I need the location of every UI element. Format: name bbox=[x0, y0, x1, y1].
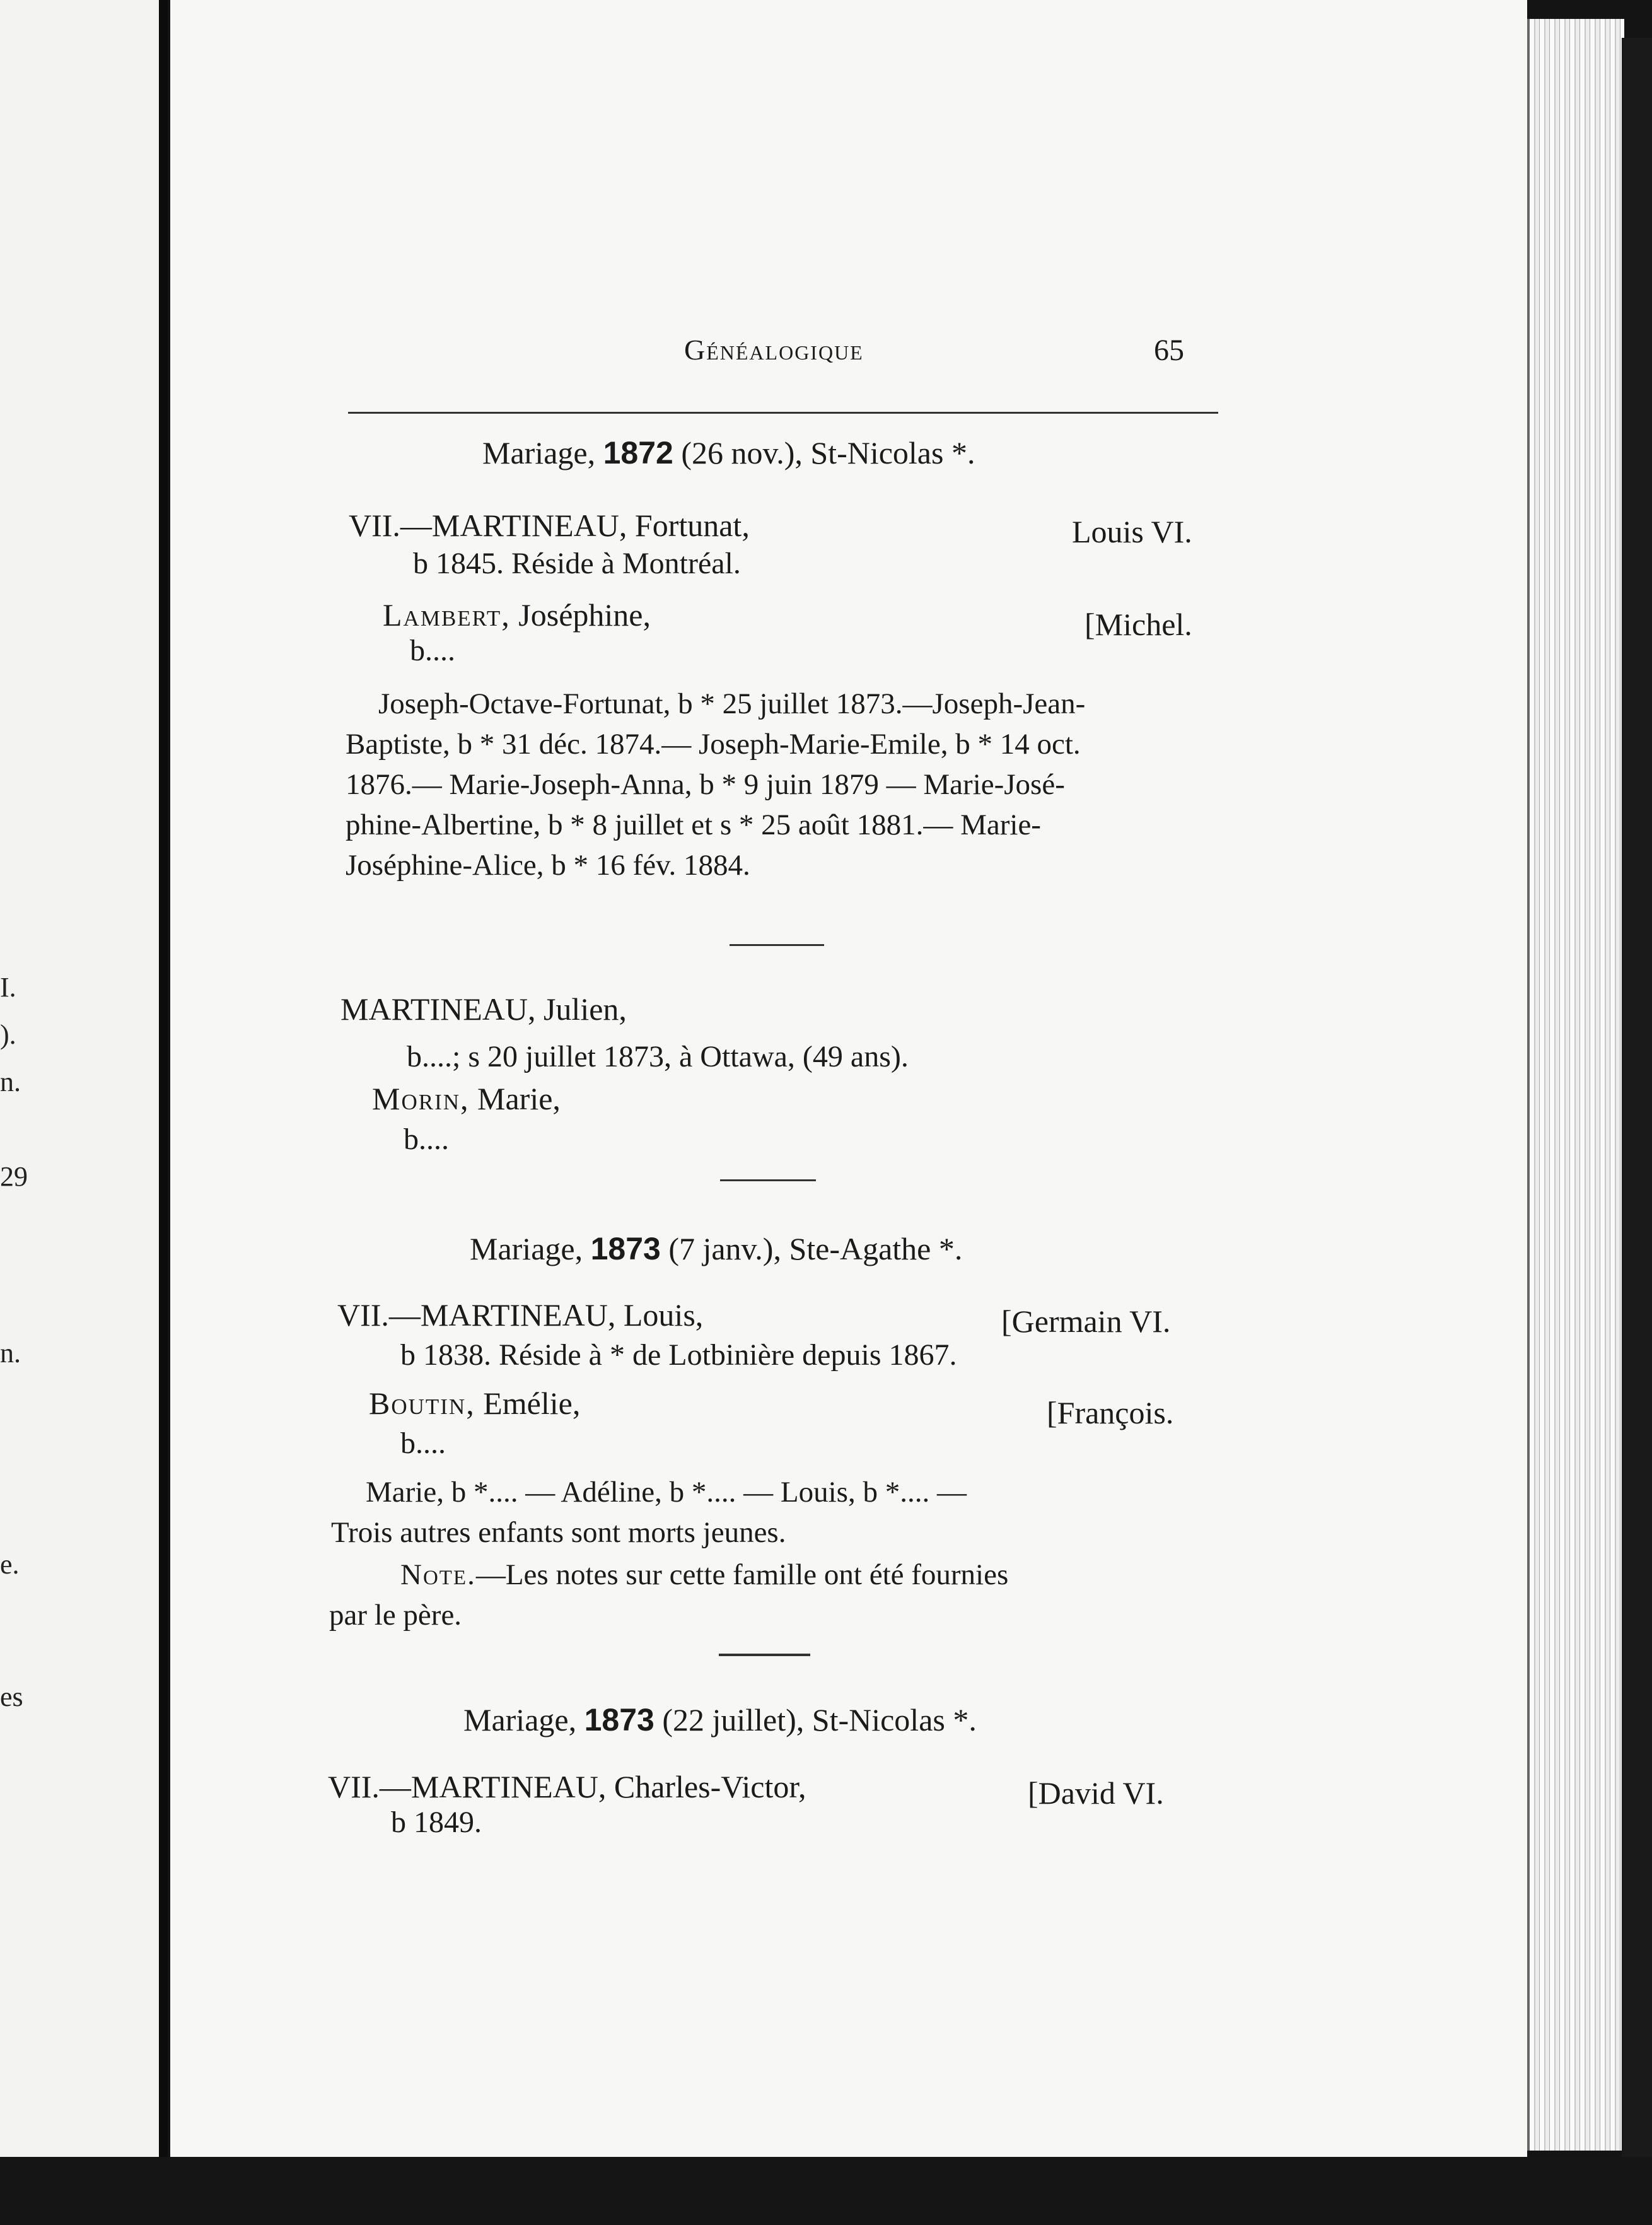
children-line: Baptiste, b * 31 déc. 1874.— Joseph-Marie-Emile, b * 14 oct. bbox=[346, 728, 1081, 761]
marriage-place: (7 janv.), Ste-Agathe *. bbox=[668, 1231, 963, 1266]
husband-name: VII.—MARTINEAU, Louis, bbox=[337, 1297, 704, 1333]
wife-name bbox=[383, 599, 651, 631]
running-title: Généalogique bbox=[684, 334, 864, 366]
husband-parent: [Germain VI. bbox=[1001, 1304, 1171, 1339]
family-note bbox=[400, 1560, 1008, 1590]
facing-page-fragment: ). bbox=[0, 1019, 16, 1050]
husband-parent: [David VI. bbox=[1028, 1775, 1164, 1811]
marriage-heading bbox=[463, 1704, 977, 1736]
marriage-year: 1872 bbox=[603, 435, 673, 470]
section-divider bbox=[720, 1179, 816, 1181]
wife-surname: Boutin, bbox=[369, 1386, 475, 1421]
marriage-place: (26 nov.), St-Nicolas *. bbox=[681, 435, 975, 470]
marriage-heading bbox=[482, 437, 975, 469]
note-text: —Les notes sur cette famille ont été fournies bbox=[475, 1558, 1009, 1591]
facing-page-fragment: es bbox=[0, 1681, 23, 1712]
children-line: Joséphine-Alice, b * 16 fév. 1884. bbox=[346, 849, 750, 882]
husband-name: VII.—MARTINEAU, Charles-Victor, bbox=[328, 1769, 806, 1804]
wife-detail: b.... bbox=[400, 1427, 446, 1460]
wife-given-name: Joséphine, bbox=[518, 597, 651, 633]
husband-parent: Louis VI. bbox=[1072, 514, 1192, 549]
facing-page-fragment: 29 bbox=[0, 1161, 28, 1192]
wife-parent: [François. bbox=[1047, 1395, 1174, 1430]
facing-page-edge bbox=[0, 0, 168, 2170]
husband-detail: b 1845. Réside à Montréal. bbox=[413, 547, 741, 580]
children-note: Trois autres enfants sont morts jeunes. bbox=[331, 1516, 786, 1549]
wife-name bbox=[369, 1387, 580, 1419]
husband-detail: b 1838. Réside à * de Lotbinière depuis 1867. bbox=[400, 1338, 957, 1372]
note-label: Note. bbox=[400, 1558, 476, 1591]
facing-page-fragment: I. bbox=[0, 972, 16, 1003]
children-line: phine-Albertine, b * 8 juillet et s * 25 août 1881.— Marie- bbox=[346, 809, 1041, 841]
wife-detail: b.... bbox=[410, 634, 455, 667]
husband-name: MARTINEAU, Julien, bbox=[340, 991, 627, 1027]
marriage-label: Mariage, bbox=[470, 1231, 583, 1266]
facing-page-fragment: n. bbox=[0, 1338, 21, 1369]
wife-detail: b.... bbox=[404, 1123, 449, 1156]
wife-given-name: Emélie, bbox=[483, 1386, 581, 1421]
husband-detail: b....; s 20 juillet 1873, à Ottawa, (49 ans). bbox=[407, 1040, 909, 1073]
facing-page-fragment: e. bbox=[0, 1549, 20, 1580]
section-divider bbox=[719, 1654, 810, 1656]
section-divider bbox=[730, 944, 824, 946]
marriage-label: Mariage, bbox=[463, 1702, 577, 1737]
wife-name bbox=[372, 1083, 561, 1114]
children-line: Marie, b *.... — Adéline, b *.... — Louis, b *.... — bbox=[366, 1476, 967, 1509]
page-number: 65 bbox=[1154, 334, 1184, 367]
marriage-heading bbox=[470, 1233, 962, 1264]
husband-name: VII.—MARTINEAU, Fortunat, bbox=[349, 508, 750, 543]
book-page bbox=[170, 0, 1527, 2157]
wife-parent: [Michel. bbox=[1085, 607, 1192, 642]
marriage-label: Mariage, bbox=[482, 435, 596, 470]
husband-detail: b 1849. bbox=[391, 1806, 482, 1839]
facing-page-fragment: n. bbox=[0, 1066, 21, 1097]
wife-given-name: Marie, bbox=[477, 1081, 561, 1116]
marriage-year: 1873 bbox=[584, 1702, 654, 1737]
marriage-place: (22 juillet), St-Nicolas *. bbox=[662, 1702, 977, 1737]
wife-surname: Lambert, bbox=[383, 597, 511, 633]
book-cover-edge bbox=[1622, 38, 1652, 2157]
scan-background bbox=[0, 2157, 1652, 2225]
children-line: 1876.— Marie-Joseph-Anna, b * 9 juin 1879 — Marie-José- bbox=[346, 768, 1065, 801]
wife-surname: Morin, bbox=[372, 1081, 470, 1116]
children-line: Joseph-Octave-Fortunat, b * 25 juillet 1873.—Joseph-Jean- bbox=[378, 687, 1086, 720]
page-edges bbox=[1527, 19, 1624, 2151]
marriage-year: 1873 bbox=[590, 1231, 661, 1266]
header-rule bbox=[348, 412, 1218, 414]
note-text-continued: par le père. bbox=[329, 1599, 462, 1632]
